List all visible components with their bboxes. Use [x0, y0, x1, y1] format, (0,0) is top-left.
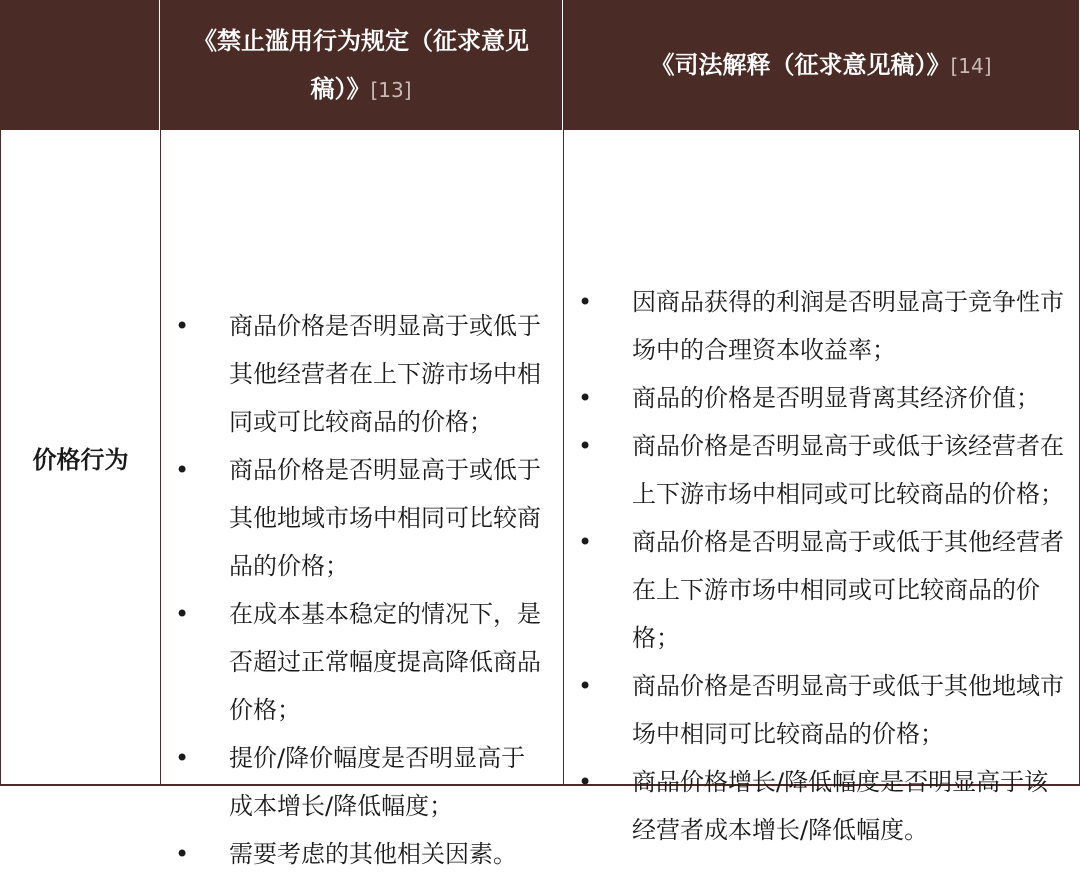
- header-col1-title: 《禁止滥用行为规定（征求意见稿）》: [193, 26, 529, 103]
- list-item-text: 商品价格是否明显高于或低于其他地域市场中相同可比较商品的价格；: [632, 672, 1064, 748]
- list-item: [175, 302, 549, 446]
- col2-bullet-list: [578, 278, 1069, 854]
- list-item-text: 商品价格是否明显高于或低于该经营者在上下游市场中相同或可比较商品的价格；: [632, 432, 1064, 508]
- list-item-text: 商品价格是否明显高于或低于其他地域市场中相同可比较商品的价格；: [229, 456, 541, 580]
- list-item-text: 需要考虑的其他相关因素。: [229, 840, 517, 868]
- header-cell-empty: [0, 0, 160, 130]
- col1-bullet-list: [175, 302, 549, 878]
- header-col2-title: 《司法解释（征求意见稿）》: [650, 50, 951, 79]
- list-item: [175, 446, 549, 590]
- list-item: [578, 758, 1069, 854]
- list-item: [578, 422, 1069, 518]
- list-item: [175, 734, 549, 830]
- list-item: [578, 662, 1069, 758]
- header-col2-text: [650, 41, 991, 90]
- list-item: [578, 278, 1069, 374]
- list-item: [578, 518, 1069, 662]
- header-cell-col2: [563, 0, 1080, 130]
- list-item-text: 商品价格增长/降低幅度是否明显高于该经营者成本增长/降低幅度。: [632, 768, 1049, 844]
- col1-cell: [160, 130, 563, 868]
- header-col1-ref[interactable]: [13]: [370, 77, 412, 102]
- bullet-icon: •: [175, 840, 190, 868]
- header-col2-ref[interactable]: [14]: [950, 53, 992, 78]
- bullet-icon: •: [175, 600, 190, 628]
- list-item: [175, 590, 549, 734]
- bullet-icon: •: [578, 672, 593, 700]
- bullet-icon: •: [578, 768, 593, 796]
- list-item: [578, 374, 1069, 422]
- list-item: [175, 830, 549, 878]
- bullet-icon: •: [578, 384, 593, 412]
- list-item-text: 提价/降价幅度是否明显高于成本增长/降低幅度；: [229, 744, 526, 820]
- list-item-text: 因商品获得的利润是否明显高于竞争性市场中的合理资本收益率；: [632, 288, 1064, 364]
- bullet-icon: •: [175, 456, 190, 484]
- bullet-icon: •: [578, 432, 593, 460]
- row-header-cell: [0, 130, 160, 786]
- header-cell-col1: [160, 0, 563, 130]
- col2-cell: [563, 130, 1080, 844]
- row-header-label: 价格行为: [32, 445, 129, 474]
- bullet-icon: •: [175, 312, 190, 340]
- list-item-text: 商品价格是否明显高于或低于其他经营者在上下游市场中相同或可比较商品的价格；: [632, 528, 1064, 652]
- list-item-text: 商品的价格是否明显背离其经济价值；: [632, 384, 1040, 412]
- bullet-icon: •: [578, 528, 593, 556]
- header-col1-text: [188, 17, 534, 114]
- bullet-icon: •: [578, 288, 593, 316]
- list-item-text: 在成本基本稳定的情况下，是否超过正常幅度提高降低商品价格；: [229, 600, 541, 724]
- bullet-icon: •: [175, 744, 190, 772]
- list-item-text: 商品价格是否明显高于或低于其他经营者在上下游市场中相同或可比较商品的价格；: [229, 312, 541, 436]
